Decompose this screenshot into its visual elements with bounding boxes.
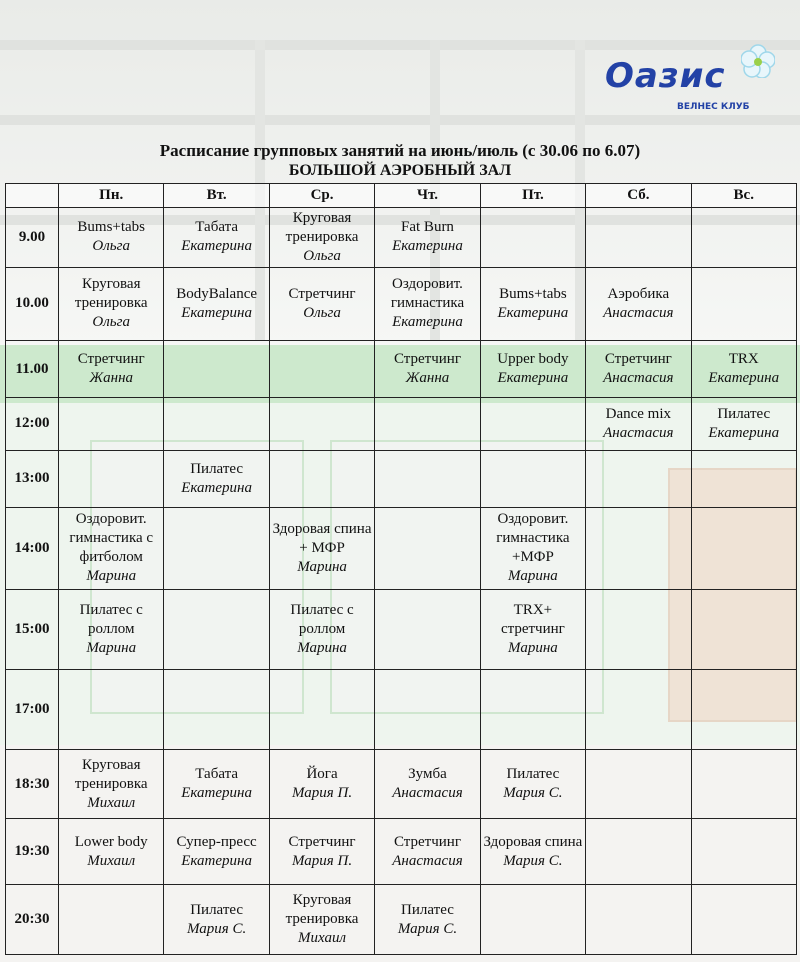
class-name: TRX: [728, 351, 759, 368]
class-name: Круговая тренировка: [285, 892, 359, 928]
class-name: Стретчинг: [77, 351, 145, 368]
class-name: Lower body: [74, 833, 148, 850]
schedule-row: [6, 589, 797, 669]
time-cell: 18:30: [6, 749, 59, 819]
class-name: Пилатес с роллом: [290, 601, 354, 637]
time-cell: 12:00: [6, 397, 59, 450]
class-name: Аэробика: [607, 285, 670, 302]
time-cell: 17:00: [6, 669, 59, 749]
class-cell: [375, 885, 480, 955]
class-cell: [375, 397, 480, 450]
class-name: BodyBalance: [176, 285, 258, 302]
class-cell: [691, 669, 796, 749]
class-name: Круговая тренировка: [285, 209, 359, 245]
instructor-name: Ольга: [303, 304, 341, 321]
day-header: Ср.: [269, 184, 374, 208]
class-name: Fat Burn: [401, 219, 454, 236]
time-cell: 20:30: [6, 885, 59, 955]
class-cell: [164, 749, 269, 819]
class-name: Пилатес: [190, 901, 244, 918]
instructor-name: Марина: [86, 639, 137, 656]
instructor-name: Марина: [297, 639, 347, 656]
class-cell: [375, 749, 480, 819]
class-cell: [691, 451, 796, 507]
class-cell: [164, 885, 269, 955]
class-name: Стретчинг: [288, 285, 356, 302]
instructor-name: Марина: [508, 568, 558, 585]
class-name: Bums+tabs: [499, 285, 567, 302]
instructor-name: Анастасия: [603, 304, 674, 321]
instructor-name: Екатерина: [497, 370, 569, 387]
class-name: Пилатес: [506, 766, 560, 783]
class-cell: [375, 589, 480, 669]
class-name: Круговая тренировка: [74, 756, 148, 792]
instructor-name: Екатерина: [181, 785, 252, 802]
class-name: Стретчинг: [604, 351, 672, 368]
class-name: Оздоровит. гимнастика +МФР: [496, 511, 570, 566]
class-cell: [59, 669, 164, 749]
class-cell: [269, 451, 374, 507]
class-name: Пилатес: [401, 901, 454, 918]
class-cell: [59, 267, 164, 341]
schedule-row: [6, 669, 797, 749]
class-name: Супер-пресс: [176, 833, 257, 850]
class-cell: [164, 451, 269, 507]
class-cell: [586, 749, 691, 819]
class-name: Табата: [195, 219, 238, 236]
class-cell: [586, 267, 691, 341]
class-cell: [375, 507, 480, 589]
schedule-row: [6, 885, 797, 955]
time-cell: 13:00: [6, 451, 59, 507]
class-cell: [164, 589, 269, 669]
class-cell: [691, 208, 796, 268]
instructor-name: Екатерина: [392, 314, 463, 331]
class-cell: [164, 341, 269, 397]
instructor-name: Мария С.: [397, 920, 458, 937]
schedule-row: [6, 208, 797, 268]
logo-subtitle: ВЕЛНЕС КЛУБ: [677, 102, 750, 112]
class-cell: [480, 589, 585, 669]
class-name: Пилатес: [190, 460, 244, 477]
day-header: Пн.: [59, 184, 164, 208]
instructor-name: Екатерина: [181, 238, 252, 255]
schedule-row: [6, 397, 797, 450]
schedule-row: [6, 819, 797, 885]
class-cell: [480, 341, 585, 397]
logo-wordmark: Оазис: [605, 56, 726, 96]
instructor-name: Ольга: [92, 238, 130, 255]
instructor-name: Мария П.: [292, 852, 353, 869]
class-cell: [480, 885, 585, 955]
instructor-name: Михаил: [87, 794, 136, 811]
class-cell: [269, 749, 374, 819]
class-cell: [586, 589, 691, 669]
flower-icon: [741, 44, 775, 78]
class-cell: [59, 507, 164, 589]
class-cell: [375, 819, 480, 885]
schedule-row: [6, 341, 797, 397]
schedule-row: [6, 451, 797, 507]
class-name: Зумба: [408, 766, 447, 783]
class-cell: [480, 819, 585, 885]
class-name: Круговая тренировка: [74, 276, 148, 312]
class-name: Upper body: [497, 351, 569, 368]
day-header: Вт.: [164, 184, 269, 208]
class-cell: [480, 267, 585, 341]
class-cell: [586, 208, 691, 268]
class-name: Оздоровит. гимнастика с фитболом: [69, 511, 154, 566]
class-cell: [59, 397, 164, 450]
time-cell: 11.00: [6, 341, 59, 397]
class-cell: [164, 507, 269, 589]
class-cell: [269, 885, 374, 955]
instructor-name: Анастасия: [392, 852, 463, 869]
class-cell: [164, 397, 269, 450]
instructor-name: Мария С.: [503, 852, 563, 869]
class-name: TRX+ стретчинг: [500, 601, 565, 637]
class-cell: [59, 341, 164, 397]
class-cell: [59, 589, 164, 669]
class-cell: [480, 451, 585, 507]
time-cell: 19:30: [6, 819, 59, 885]
class-cell: [375, 208, 480, 268]
instructor-name: Мария П.: [292, 785, 353, 802]
class-cell: [586, 669, 691, 749]
class-cell: [59, 885, 164, 955]
class-cell: [480, 749, 585, 819]
class-cell: [480, 507, 585, 589]
instructor-name: Анастасия: [392, 785, 463, 802]
header-row: [6, 184, 797, 208]
class-cell: [691, 397, 796, 450]
day-header: Сб.: [586, 184, 691, 208]
class-name: Пилатес с роллом: [79, 601, 143, 637]
class-cell: [164, 669, 269, 749]
hall-name: БОЛЬШОЙ АЭРОБНЫЙ ЗАЛ: [288, 162, 512, 179]
class-name: Пилатес: [717, 405, 771, 422]
class-name: Dance mix: [605, 405, 672, 422]
day-header: Вс.: [691, 184, 796, 208]
instructor-name: Екатерина: [181, 479, 252, 496]
class-cell: [586, 885, 691, 955]
instructor-name: Мария С.: [503, 785, 563, 802]
oasis-logo: [601, 56, 773, 118]
instructor-name: Марина: [508, 639, 558, 656]
class-name: Йога: [306, 766, 338, 783]
class-cell: [269, 819, 374, 885]
schedule-row: [6, 507, 797, 589]
time-cell: 9.00: [6, 208, 59, 268]
instructor-name: Екатерина: [392, 238, 463, 255]
instructor-name: Жанна: [89, 370, 134, 387]
instructor-name: Ольга: [303, 247, 341, 264]
instructor-name: Марина: [86, 568, 137, 585]
instructor-name: Михаил: [87, 852, 136, 869]
class-cell: [375, 451, 480, 507]
instructor-name: Екатерина: [181, 304, 252, 321]
class-cell: [269, 341, 374, 397]
class-cell: [586, 397, 691, 450]
class-cell: [691, 589, 796, 669]
time-cell: 15:00: [6, 589, 59, 669]
class-cell: [269, 397, 374, 450]
class-name: Табата: [195, 766, 238, 783]
instructor-name: Екатерина: [708, 424, 780, 441]
schedule-row: [6, 267, 797, 341]
schedule-row: [6, 749, 797, 819]
instructor-name: Екатерина: [181, 852, 252, 869]
class-name: Здоровая спина + МФР: [272, 520, 372, 556]
time-cell: 10.00: [6, 267, 59, 341]
class-cell: [375, 341, 480, 397]
class-cell: [269, 669, 374, 749]
instructor-name: Михаил: [298, 930, 347, 947]
class-cell: [269, 208, 374, 268]
class-cell: [59, 819, 164, 885]
class-cell: [375, 669, 480, 749]
instructor-name: Ольга: [92, 314, 130, 331]
class-cell: [59, 451, 164, 507]
class-cell: [586, 341, 691, 397]
instructor-name: Жанна: [405, 370, 450, 387]
class-cell: [164, 819, 269, 885]
instructor-name: Анастасия: [603, 424, 674, 441]
instructor-name: Екатерина: [708, 370, 780, 387]
class-cell: [480, 208, 585, 268]
class-cell: [375, 267, 480, 341]
class-cell: [691, 749, 796, 819]
class-cell: [269, 267, 374, 341]
corner-cell: [6, 184, 59, 208]
instructor-name: Анастасия: [603, 370, 674, 387]
class-cell: [480, 669, 585, 749]
class-name: Здоровая спина: [483, 833, 583, 850]
class-cell: [269, 589, 374, 669]
class-name: Стретчинг: [393, 351, 461, 368]
class-cell: [269, 507, 374, 589]
class-cell: [691, 885, 796, 955]
class-cell: [586, 507, 691, 589]
class-cell: [691, 507, 796, 589]
time-cell: 14:00: [6, 507, 59, 589]
class-name: Стретчинг: [393, 833, 461, 850]
class-cell: [164, 208, 269, 268]
class-name: Оздоровит. гимнастика: [390, 276, 465, 312]
class-cell: [691, 267, 796, 341]
day-header: Пт.: [480, 184, 585, 208]
class-cell: [691, 341, 796, 397]
instructor-name: Екатерина: [497, 304, 569, 321]
class-cell: [480, 397, 585, 450]
class-cell: [586, 451, 691, 507]
class-cell: [59, 749, 164, 819]
class-cell: [586, 819, 691, 885]
schedule-table: [5, 183, 797, 955]
class-name: Стретчинг: [288, 833, 356, 850]
instructor-name: Мария С.: [187, 920, 247, 937]
class-name: Bums+tabs: [77, 219, 146, 236]
schedule-title: Расписание групповых занятий на июнь/июль (с 30.06 по 6.07): [159, 141, 641, 160]
class-cell: [691, 819, 796, 885]
class-cell: [59, 208, 164, 268]
class-cell: [164, 267, 269, 341]
day-header: Чт.: [375, 184, 480, 208]
instructor-name: Марина: [297, 558, 347, 575]
